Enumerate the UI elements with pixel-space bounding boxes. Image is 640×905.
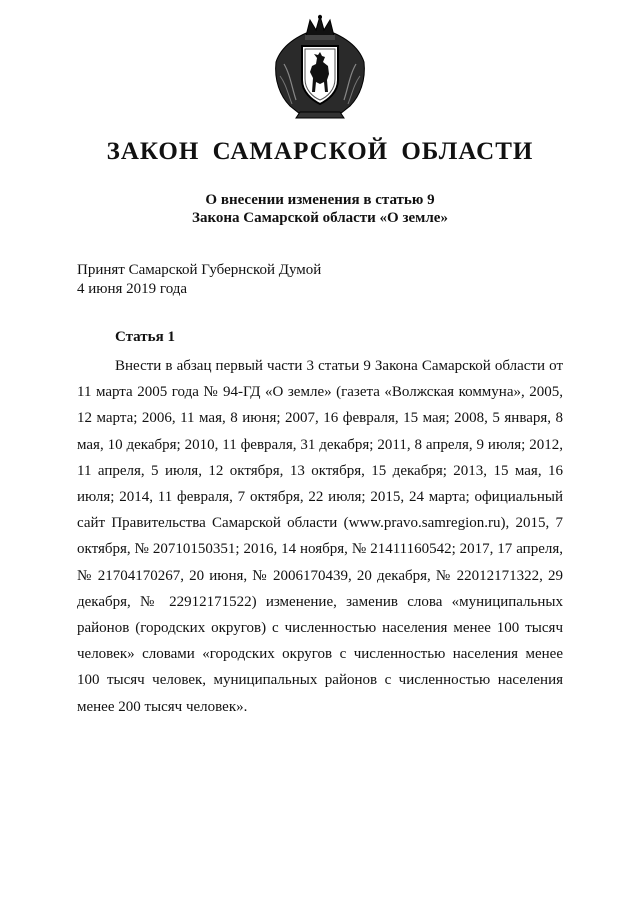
adopted-date: 4 июня 2019 года xyxy=(77,281,188,297)
article-text: Внести в абзац первый части 3 статьи 9 Закона Самарской области от 11 марта 2005 года № 94-ГД «О земле» (газета «Волжская коммуна», 2005, 12 марта; 2006, 11 мая, 8 июня; 2007, 16 февраля, 15 мая; 2008, 5 января, 8 мая, 10 декабря; 2010, 11 февраля, 31 декабря; 2011, 8 апреля, 9 июля; 2012, 11 апреля, 5 июля, 12 октября, 13 октября, 15 декабря; 2013, 15 мая, 16 июля; 2014, 11 февраля, 7 октября, 22 июля; 2015, 24 марта; официальный сайт Правительства Самарской области (www.pravo.samregion.ru), 2015, 7 октября, № 20710150351; 2016, 14 ноября, № 21411160542; 2017, 17 апреля, № 21704170267, 20 июня, № 2006170439, 20 декабря, № 22012171322, 29 декабря, № 22912171522) изменение, заменив слова «муниципальных районов (городских округов) с численностью населения менее 100 тысяч человек» словами «городских округов с численностью населения менее 100 тысяч человек, муниципальных районов с численностью населения менее 200 тысяч человек». xyxy=(77,358,563,715)
law-subtitle-line-1: О внесении изменения в статью 9 xyxy=(205,192,435,208)
adopted-by-line: Принят Самарской Губернской Думой xyxy=(77,262,322,278)
law-title: ЗАКОН САМАРСКОЙ ОБЛАСТИ xyxy=(106,138,534,165)
law-subtitle-line-2: Закона Самарской области «О земле» xyxy=(192,210,448,226)
article-heading: Статья 1 xyxy=(115,329,175,345)
coat-of-arms-icon xyxy=(270,14,370,120)
